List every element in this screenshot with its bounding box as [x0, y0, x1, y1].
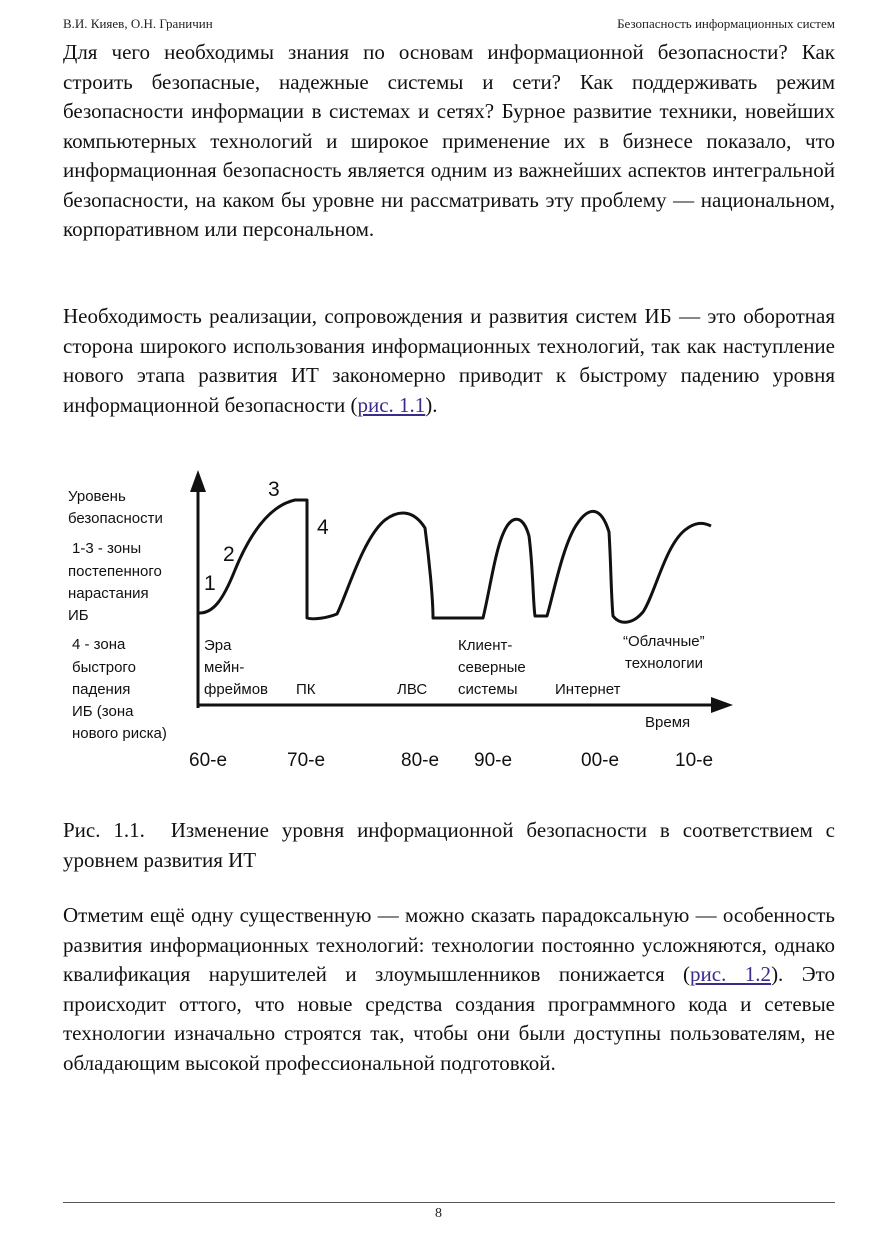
paragraph-text: ). [425, 392, 438, 417]
running-header-title: Безопасность информационных систем [617, 16, 835, 31]
x-axis-arrow-icon [711, 697, 733, 713]
running-header-authors: В.И. Кияев, О.Н. Граничин [63, 16, 213, 31]
era-lan: ЛВС [397, 681, 428, 698]
era-client-server: Клиент- северные системы [458, 637, 526, 698]
page-number: 8 [435, 1206, 442, 1221]
figure-1-1-chart [63, 468, 743, 798]
legend-zone-4: 4 - зона быстрого падения ИБ (зона нового риска) [72, 636, 167, 742]
paragraph-text: ). Это происходит оттого, что новые средства создания программного кода и сетевые технологии изначально строятся так, чтобы они были доступны пользователям, не обладающим высокой профессиональной подготовкой. [63, 962, 836, 1075]
decade-label: 60-е [189, 750, 228, 771]
paragraph-text: Отметим ещё одну существенную — можно сказать парадоксальную — особенность развития информационных технологий: технологии постоянно усложняются, однако квалификация нарушителей и злоумышленников понижается ( [63, 903, 835, 986]
paragraph-paradox [63, 901, 835, 1078]
point-label-1: 1 [204, 572, 216, 595]
y-axis-label: Уровень безопасности [68, 488, 163, 527]
paragraph-is-systems [63, 302, 835, 420]
decade-label: 90-е [474, 750, 513, 771]
decade-label: 00-е [581, 750, 620, 771]
decade-label: 70-е [287, 750, 326, 771]
point-label-2: 2 [223, 543, 235, 566]
paragraph-intro: Для чего необходимы знания по основам информационной безопасности? Как строить безопасные, надежные системы и сети? Как поддерживать режим безопасности информации в системах и сетях? Бурное развитие техники, новейших компьютерных технологий и широкое применение их в бизнесе показало, что информационная безопасность является одним из важнейших аспектов интегральной безопасности, на каком бы уровне ни рассматривать эту проблему — национальном, корпоративном или персональном. [63, 40, 835, 241]
figure-link-1-1[interactable]: рис. 1.1 [357, 392, 426, 417]
point-label-3: 3 [268, 478, 280, 501]
decade-label: 80-е [401, 750, 440, 771]
era-mainframes: Эра мейн- фреймов [204, 637, 269, 698]
figure-link-1-2[interactable]: рис. 1.2 [690, 962, 772, 986]
era-internet: Интернет [555, 681, 621, 698]
decade-label: 10-е [675, 750, 714, 771]
legend-zone-1-3: 1-3 - зоны постепенного нарастания ИБ [68, 540, 162, 624]
security-level-curve [198, 500, 711, 622]
era-cloud: “Облачные” технологии [623, 633, 705, 672]
y-axis-arrow-icon [190, 470, 206, 492]
footer-divider [63, 1202, 835, 1203]
era-pc: ПК [296, 681, 316, 698]
point-label-4: 4 [317, 516, 329, 539]
x-axis-label: Время [645, 714, 691, 731]
figure-caption: Рис. 1.1. Изменение уровня информационной безопасности в соответствием с уровнем развития ИТ [63, 818, 841, 872]
paragraph-text: Необходимость реализации, сопровождения и развития систем ИБ — это оборотная сторона широкого использования информационных технологий, так как наступление нового этапа развития ИТ закономерно приводит к быстрому падению уровня информационной безопасности ( [63, 304, 835, 417]
